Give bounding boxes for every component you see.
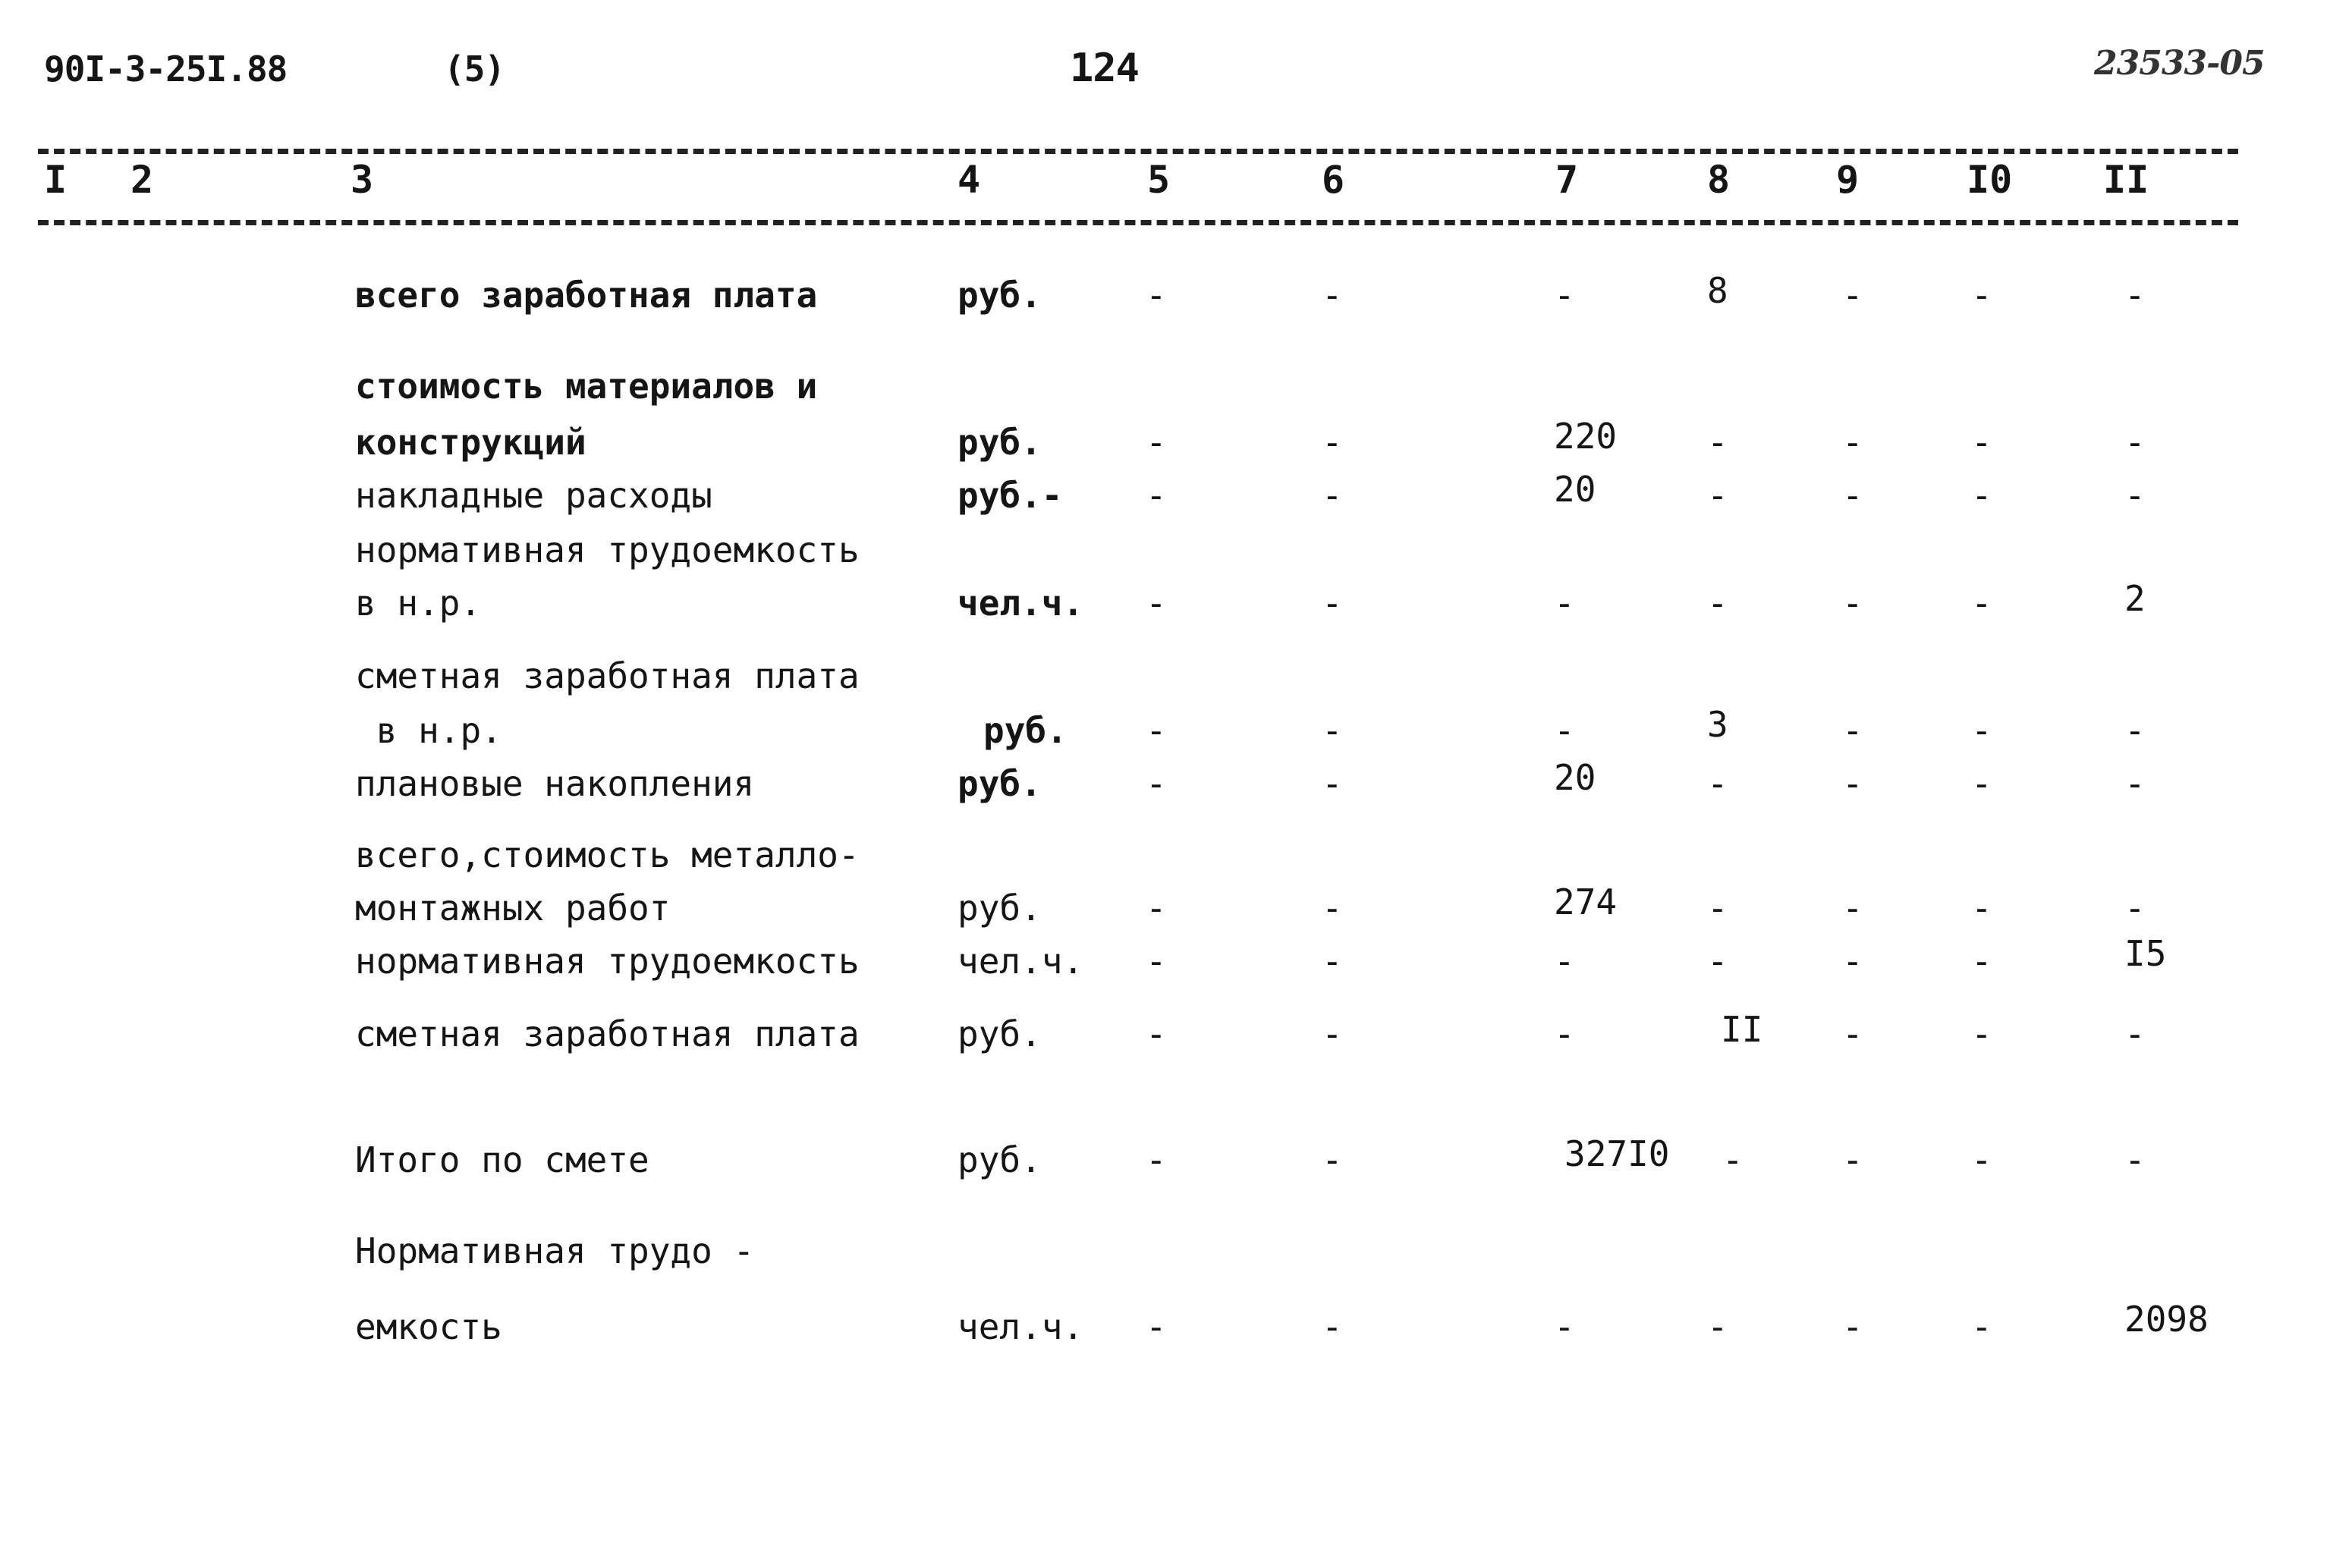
cell-col6: - [1322, 1139, 1343, 1180]
cell-col9: - [1842, 475, 1863, 516]
row-label: плановые накопления [355, 763, 755, 804]
document-code: 90I-3-25I.88 [44, 49, 288, 90]
cell-col6: - [1322, 888, 1343, 929]
cell-col5: - [1146, 1306, 1167, 1347]
cell-col7: - [1554, 1013, 1575, 1054]
cell-col9: - [1842, 1139, 1863, 1180]
cell-col10: - [1971, 941, 1992, 982]
cell-col5: - [1146, 763, 1167, 804]
row-unit: руб. [957, 1139, 1042, 1180]
cell-col8: - [1707, 941, 1728, 982]
cell-col11: - [2124, 275, 2146, 316]
row-label: Итого по смете [355, 1139, 649, 1180]
cell-col7: - [1554, 710, 1575, 751]
cell-col8: - [1722, 1139, 1744, 1180]
column-number-4: 4 [957, 158, 981, 202]
cell-col10: - [1971, 1013, 1992, 1054]
row-unit: руб. [957, 275, 1042, 316]
cell-col8: - [1707, 888, 1728, 929]
cell-col7: - [1554, 583, 1575, 624]
cell-col6: - [1322, 1306, 1343, 1347]
cell-col8: 8 [1707, 270, 1728, 311]
cell-col10: - [1971, 475, 1992, 516]
cell-col11: 2 [2124, 578, 2146, 619]
row-unit: руб.- [957, 475, 1063, 516]
cell-col8: - [1707, 763, 1728, 804]
row-label: нормативная трудоемкость [355, 941, 860, 982]
cell-col6: - [1322, 583, 1343, 624]
cell-col7: 20 [1554, 757, 1596, 798]
cell-col10: - [1971, 1139, 1992, 1180]
row-label: сметная заработная плата [355, 655, 860, 696]
cell-col11: - [2124, 888, 2146, 929]
row-label: сметная заработная плата [355, 1013, 860, 1054]
cell-col10: - [1971, 888, 1992, 929]
header-rule-bottom [38, 220, 2238, 225]
column-number-6: 6 [1322, 158, 1345, 202]
cell-col9: - [1842, 763, 1863, 804]
cell-col5: - [1146, 422, 1167, 463]
row-unit: чел.ч. [957, 583, 1084, 624]
cell-col7: - [1554, 1306, 1575, 1347]
cell-col5: - [1146, 1139, 1167, 1180]
cell-col5: - [1146, 275, 1167, 316]
cell-col9: - [1842, 422, 1863, 463]
cell-col10: - [1971, 763, 1992, 804]
row-label: всего заработная плата [355, 275, 818, 316]
column-number-2: 2 [130, 158, 154, 202]
cell-col11: - [2124, 1013, 2146, 1054]
cell-col5: - [1146, 888, 1167, 929]
cell-col7: 20 [1554, 469, 1596, 510]
cell-col5: - [1146, 710, 1167, 751]
column-number-8: 8 [1707, 158, 1731, 202]
row-unit: руб. [983, 710, 1068, 751]
archive-number: 23533-05 [2094, 44, 2265, 83]
cell-col9: - [1842, 1013, 1863, 1054]
column-number-1: I [44, 158, 68, 202]
row-label: емкость [355, 1306, 502, 1347]
cell-col5: - [1146, 583, 1167, 624]
row-label: всего,стоимость металло- [355, 834, 860, 875]
row-label: нормативная трудоемкость [355, 529, 860, 570]
cell-col7: - [1554, 941, 1575, 982]
cell-col8: - [1707, 583, 1728, 624]
cell-col9: - [1842, 1306, 1863, 1347]
cell-col8: 3 [1707, 704, 1728, 745]
row-unit: руб. [957, 422, 1042, 463]
column-number-7: 7 [1555, 158, 1579, 202]
column-number-11: II [2103, 158, 2149, 202]
cell-col5: - [1146, 475, 1167, 516]
row-label: монтажных работ [355, 888, 671, 929]
cell-col6: - [1322, 275, 1343, 316]
cell-col10: - [1971, 422, 1992, 463]
cell-col8: - [1707, 422, 1728, 463]
cell-col9: - [1842, 710, 1863, 751]
cell-col11: - [2124, 763, 2146, 804]
cell-col6: - [1322, 1013, 1343, 1054]
cell-col11: - [2124, 1139, 2146, 1180]
cell-col11: I5 [2124, 933, 2167, 974]
cell-col11: 2098 [2124, 1299, 2209, 1340]
row-unit: чел.ч. [957, 941, 1084, 982]
page-number: 124 [1070, 46, 1139, 91]
cell-col11: - [2124, 475, 2146, 516]
row-unit: руб. [957, 1013, 1042, 1054]
column-number-10: I0 [1967, 158, 2013, 202]
row-unit: руб. [957, 888, 1042, 929]
cell-col10: - [1971, 583, 1992, 624]
cell-col9: - [1842, 888, 1863, 929]
row-label: стоимость материалов и [355, 366, 818, 407]
cell-col6: - [1322, 475, 1343, 516]
cell-col11: - [2124, 710, 2146, 751]
row-label: в н.р. [355, 583, 482, 624]
cell-col9: - [1842, 275, 1863, 316]
row-unit: руб. [957, 763, 1042, 804]
cell-col11: - [2124, 422, 2146, 463]
cell-col5: - [1146, 941, 1167, 982]
cell-col10: - [1971, 710, 1992, 751]
cell-col10: - [1971, 275, 1992, 316]
cell-col6: - [1322, 763, 1343, 804]
row-label: Нормативная трудо - [355, 1230, 755, 1271]
row-label: накладные расходы [355, 475, 712, 516]
cell-col7: 327I0 [1564, 1133, 1670, 1174]
row-unit: чел.ч. [957, 1306, 1084, 1347]
cell-col6: - [1322, 710, 1343, 751]
cell-col6: - [1322, 422, 1343, 463]
cell-col6: - [1322, 941, 1343, 982]
cell-col9: - [1842, 941, 1863, 982]
row-label: конструкций [355, 422, 586, 463]
cell-col7: 274 [1554, 881, 1618, 922]
cell-col5: - [1146, 1013, 1167, 1054]
column-number-5: 5 [1147, 158, 1171, 202]
column-number-9: 9 [1836, 158, 1860, 202]
cell-col10: - [1971, 1306, 1992, 1347]
sheet-number: (5) [444, 49, 505, 90]
row-label: в н.р. [355, 710, 502, 751]
cell-col8: II [1721, 1009, 1763, 1050]
cell-col7: 220 [1554, 416, 1618, 457]
cell-col8: - [1707, 475, 1728, 516]
header-rule-top [38, 149, 2238, 154]
cell-col9: - [1842, 583, 1863, 624]
cell-col8: - [1707, 1306, 1728, 1347]
cell-col7: - [1554, 275, 1575, 316]
column-number-3: 3 [351, 158, 374, 202]
